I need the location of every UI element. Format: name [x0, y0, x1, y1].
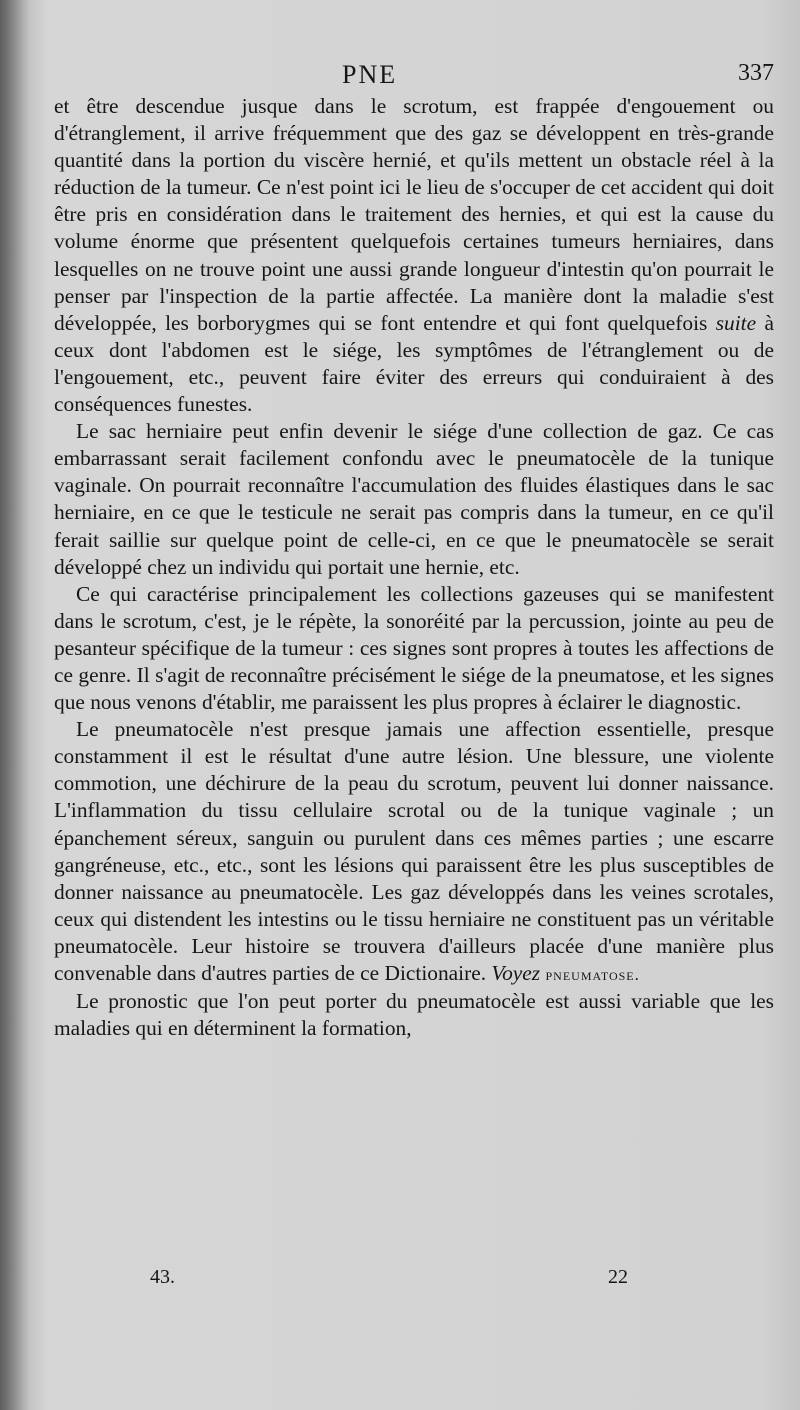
- body-text: [54, 93, 774, 1042]
- running-head: PNE: [342, 60, 398, 89]
- cross-reference: pneumatose.: [545, 965, 640, 984]
- page-number: 337: [738, 60, 774, 86]
- paragraph-5: Le pronostic que l'on peut porter du pneumatocèle est aussi variable que les maladies qui en déterminent la formation,: [54, 989, 774, 1041]
- paragraph-3: Ce qui caractérise principalement les collections gazeuses qui se manifestent dans le scrotum, c'est, je le répète, la sonoréité par la percussion, jointe au peu de pesanteur spécifique de la tumeur : ces signes sont propres à toutes les affections de ce genre. Il s'agit de reconnaître précisément le siége de la pneumatose, et les signes que nous venons d'établir, me paraissent les plus propres à éclairer le diagnostic.: [54, 581, 774, 715]
- voyez-italic: Voyez: [491, 961, 541, 985]
- signature-mark: 43.: [150, 1266, 175, 1288]
- signature-number: 22: [608, 1266, 628, 1288]
- page-footer: [54, 1266, 774, 1296]
- paragraph-2: Le sac herniaire peut enfin devenir le siége d'une collection de gaz. Ce cas embarrassant serait facilement confondu avec le pneumatocèle de la tunique vaginale. On pourrait reconnaître l'accumulation des fluides élastiques dans le sac herniaire, en ce que le testicule ne serait pas compris dans la tumeur, en ce qu'il ferait saillie sur quelque point de celle-ci, en ce que le pneumatocèle se serait développé chez un individu qui portait une hernie, etc.: [54, 419, 774, 579]
- paragraph-1-text: et être descendue jusque dans le scrotum, est frappée d'engouement ou d'étranglement, il arrive fréquemment que des gaz se développent en très-grande quantité dans la portion du viscère hernié, et qu'ils mettent un obstacle réel à la réduction de la tumeur. Ce n'est point ici le lieu de s'occuper de cet accident qui doit être pris en considération dans le traitement des hernies, et qui est la cause du volume énorme que présentent quelquefois certaines tumeurs herniaires, dans lesquelles on ne trouve point une aussi grande longueur d'intestin qu'on pourrait le penser par l'inspection de la partie affectée. La manière dont la maladie s'est développée, les borborygmes qui se font entendre et qui font quelquefois: [54, 94, 774, 335]
- paragraph-1-italic-word: suite: [715, 310, 757, 335]
- paragraph-4: [54, 716, 774, 988]
- paragraph-1-continuation: à ceux dont l'abdomen est le siége, les symptômes de l'étranglement ou de l'engouement, etc., peuvent faire éviter des erreurs qui conduiraient à des conséquences funestes.: [54, 310, 774, 417]
- page-header: [54, 60, 774, 96]
- paragraph-4-text: Le pneumatocèle n'est presque jamais une affection essentielle, presque constamment il est le résultat d'une autre lésion. Une blessure, une violente commotion, une déchirure de la peau du scrotum, peuvent lui donner naissance. L'inflammation du tissu cellulaire scrotal ou de la tunique vaginale ; un épanchement séreux, sanguin ou purulent dans ces mêmes parties ; une escarre gangréneuse, etc., etc., sont les lésions qui paraissent être les plus susceptibles de donner naissance au pneumatocèle. Les gaz développés dans les veines scrotales, ceux qui distendent les intestins ou le tissu herniaire ne constituent pas un véritable pneumatocèle. Leur histoire se trouvera d'ailleurs placée d'une manière plus convenable dans d'autres parties de ce Dictionaire.: [54, 717, 774, 985]
- binding-gutter-shadow: [0, 0, 30, 1410]
- paragraph-1: [54, 93, 774, 418]
